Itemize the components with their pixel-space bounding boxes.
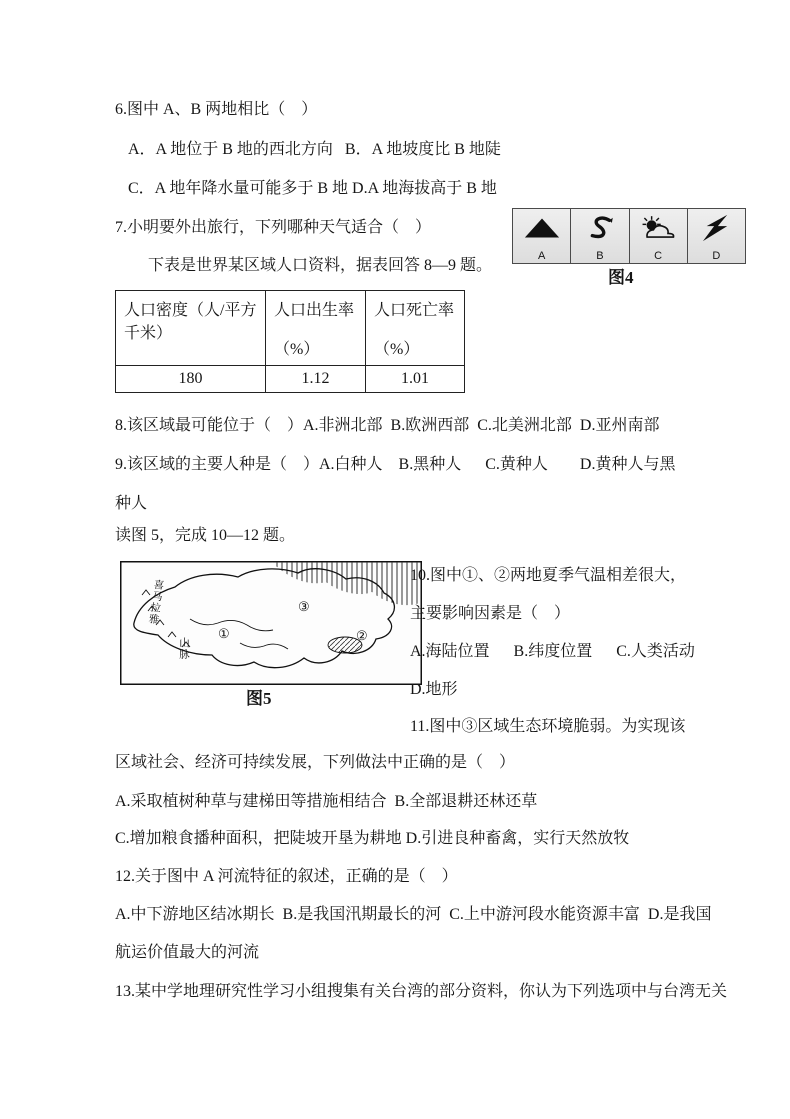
question-12-options: A.中下游地区结冰期长 B.是我国汛期最长的河 C.上中游河段水能资源丰富 D.是我国 — [115, 906, 712, 923]
question-9-line1: 9.该区域的主要人种是（ ）A.白种人 B.黑种人 C.黄种人 D.黄种人与黑 — [115, 456, 676, 473]
partly-cloudy-icon — [638, 213, 678, 243]
population-table — [115, 290, 465, 393]
header-death-rate: 人口死亡率 （%） — [366, 291, 465, 366]
question-8: 8.该区域最可能位于（ ）A.非洲北部 B.欧洲西部 C.北美洲北部 D.亚州南部 — [115, 417, 660, 434]
death-rate-unit: （%） — [374, 341, 420, 358]
weather-label-c: C — [654, 250, 663, 262]
cell-birth-rate: 1.12 — [266, 366, 366, 393]
weather-cell-a — [513, 209, 571, 263]
question-9-line2: 种人 — [115, 495, 148, 512]
question-12-options-cont: 航运价值最大的河流 — [115, 944, 260, 961]
question-11-line1: 11.图中③区域生态环境脆弱。为实现该 — [410, 718, 686, 735]
figure-5-intro: 读图 5，完成 10—12 题。 — [115, 527, 296, 544]
table-intro-text: 下表是世界某区域人口资料，据表回答 8—9 题。 — [148, 257, 493, 274]
question-13-stem: 13.某中学地理研究性学习小组搜集有关台湾的部分资料，你认为下列选项中与台湾无关 — [115, 983, 728, 1000]
question-11-options-ab: A.采取植树种草与建梯田等措施相结合 B.全部退耕还林还草 — [115, 793, 538, 810]
weather-cell-b — [571, 209, 629, 263]
table-data-row — [116, 366, 465, 393]
mountain-icon — [523, 213, 561, 243]
lightning-icon — [699, 213, 733, 243]
weather-label-d: D — [712, 250, 721, 262]
table-header-row — [116, 291, 465, 366]
question-11-line2: 区域社会、经济可持续发展，下列做法中正确的是（ ） — [115, 754, 516, 771]
birth-rate-unit: （%） — [274, 341, 320, 358]
figure-5-map — [120, 561, 422, 685]
weather-label-a: A — [537, 250, 546, 262]
figure-5-caption: 图5 — [246, 689, 272, 708]
question-10-option-d: D.地形 — [410, 681, 458, 698]
question-10-line1: 10.图中①、②两地夏季气温相差很大， — [410, 567, 687, 584]
figure-4-weather-strip — [512, 208, 746, 264]
map-marker-2: ② — [356, 628, 368, 643]
figure-4-caption: 图4 — [608, 268, 634, 287]
mountain-label-himalaya: 喜马拉雅 — [146, 578, 165, 626]
weather-label-b: B — [596, 250, 604, 262]
sandstorm-icon — [583, 213, 617, 243]
map-marker-1: ① — [218, 626, 230, 641]
cell-death-rate: 1.01 — [366, 366, 465, 393]
question-10-options-abc: A.海陆位置 B.纬度位置 C.人类活动 — [410, 643, 695, 660]
weather-cell-c — [630, 209, 688, 263]
cell-density: 180 — [116, 366, 266, 393]
weather-cell-d — [688, 209, 745, 263]
header-density: 人口密度（人/平方千米） — [116, 291, 266, 366]
question-6-options-cd: C．A 地年降水量可能多于 B 地 D.A 地海拔高于 B 地 — [128, 180, 497, 197]
question-10-line2: 主要影响因素是（ ） — [410, 605, 571, 622]
map-marker-3: ③ — [298, 599, 310, 614]
mountain-label-shanmai: 山脉 — [178, 637, 189, 660]
header-birth-rate: 人口出生率 （%） — [266, 291, 366, 366]
question-7-stem: 7.小明要外出旅行，下列哪种天气适合（ ） — [115, 219, 432, 236]
question-6-stem: 6.图中 A、B 两地相比（ ） — [115, 101, 318, 118]
question-6-options-ab: A．A 地位于 B 地的西北方向 B．A 地坡度比 B 地陡 — [128, 141, 501, 158]
question-11-options-cd: C.增加粮食播种面积，把陡坡开垦为耕地 D.引进良种畜禽，实行天然放牧 — [115, 830, 630, 847]
question-12-stem: 12.关于图中 A 河流特征的叙述，正确的是（ ） — [115, 868, 458, 885]
